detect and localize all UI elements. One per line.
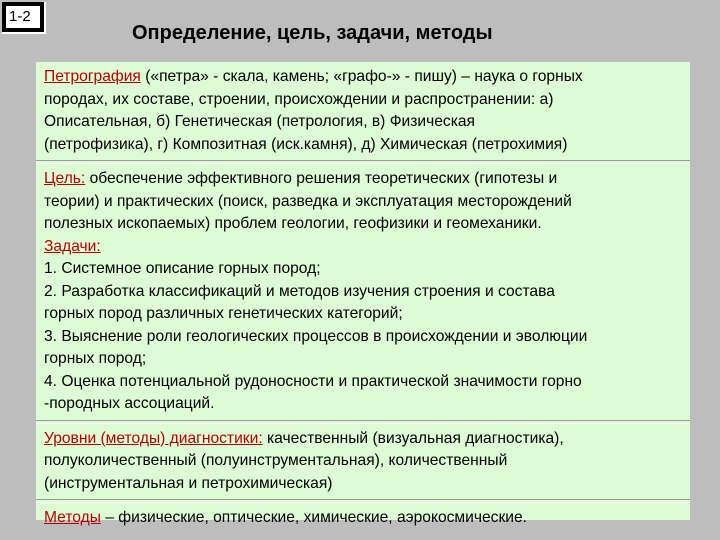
petrography-line-3: Описательная, б) Генетическая (петрология, в) Физическая [44,113,476,130]
divider [36,499,690,503]
levels-line-2: полуколичественный (полуинструментальная), количественный [44,452,508,469]
divider [36,160,690,164]
levels-label: Уровни (методы) диагностики: [44,429,263,447]
task-line-5: горных пород; [44,350,147,367]
petrography-text-1: («петра» - скала, камень; «графо-» - пишу) – наука о горных [140,68,583,85]
methods-line [44,507,682,530]
goal-line-1 [44,168,682,191]
levels-line-1 [44,428,682,451]
petrography-line-2: породах, их составе, строении, происхождении и распространении: а) [44,90,554,108]
goal-block [44,168,682,236]
petrography-label: Петрография [44,68,141,85]
task-line-6: 4. Оценка потенциальной рудоносности и практической значимости горно [44,372,582,390]
task-line-4: 3. Выяснение роли геологических процессов в происхождении и эволюции [44,327,588,345]
task-line-2: 2. Разработка классификаций и методов изучения строения и состава [44,282,555,300]
task-line-7: -породных ассоциаций. [44,395,215,412]
slide-number: 1-2 [5,5,41,29]
goal-text-1: обеспечение эффективного решения теоретических (гипотезы и [85,170,558,187]
page-title: Определение, цель, задачи, методы [132,22,493,44]
divider [36,420,690,424]
slide-number-badge [2,2,46,34]
methods-text: – физические, оптические, химические, аэрокосмические. [100,509,527,526]
goal-line-2: теории) и практических (поиск, разведка и эксплуатация месторождений [44,192,572,210]
task-line-1: 1. Системное описание горных пород; [44,260,321,277]
tasks-label-line [44,236,682,259]
tasks-label: Задачи: [44,237,101,255]
goal-label: Цель: [44,170,86,187]
petrography-block [44,66,682,156]
levels-line-3: (инструментальная и петрохимическая) [44,474,333,492]
content-panel [36,62,690,526]
methods-label: Методы [44,509,101,526]
levels-text-1: качественный (визуальная диагностика), [262,429,564,447]
petrography-line-4: (петрофизика), г) Композитная (иск.камня), д) Химическая (петрохимия) [44,135,568,153]
petrography-line-1 [44,66,682,89]
methods-block [44,507,682,530]
task-line-3: горных пород различных генетических категорий; [44,305,403,322]
tasks-block [44,236,682,416]
goal-line-3: полезных ископаемых) проблем геологии, геофизики и геомеханики. [44,215,542,232]
levels-block [44,428,682,496]
